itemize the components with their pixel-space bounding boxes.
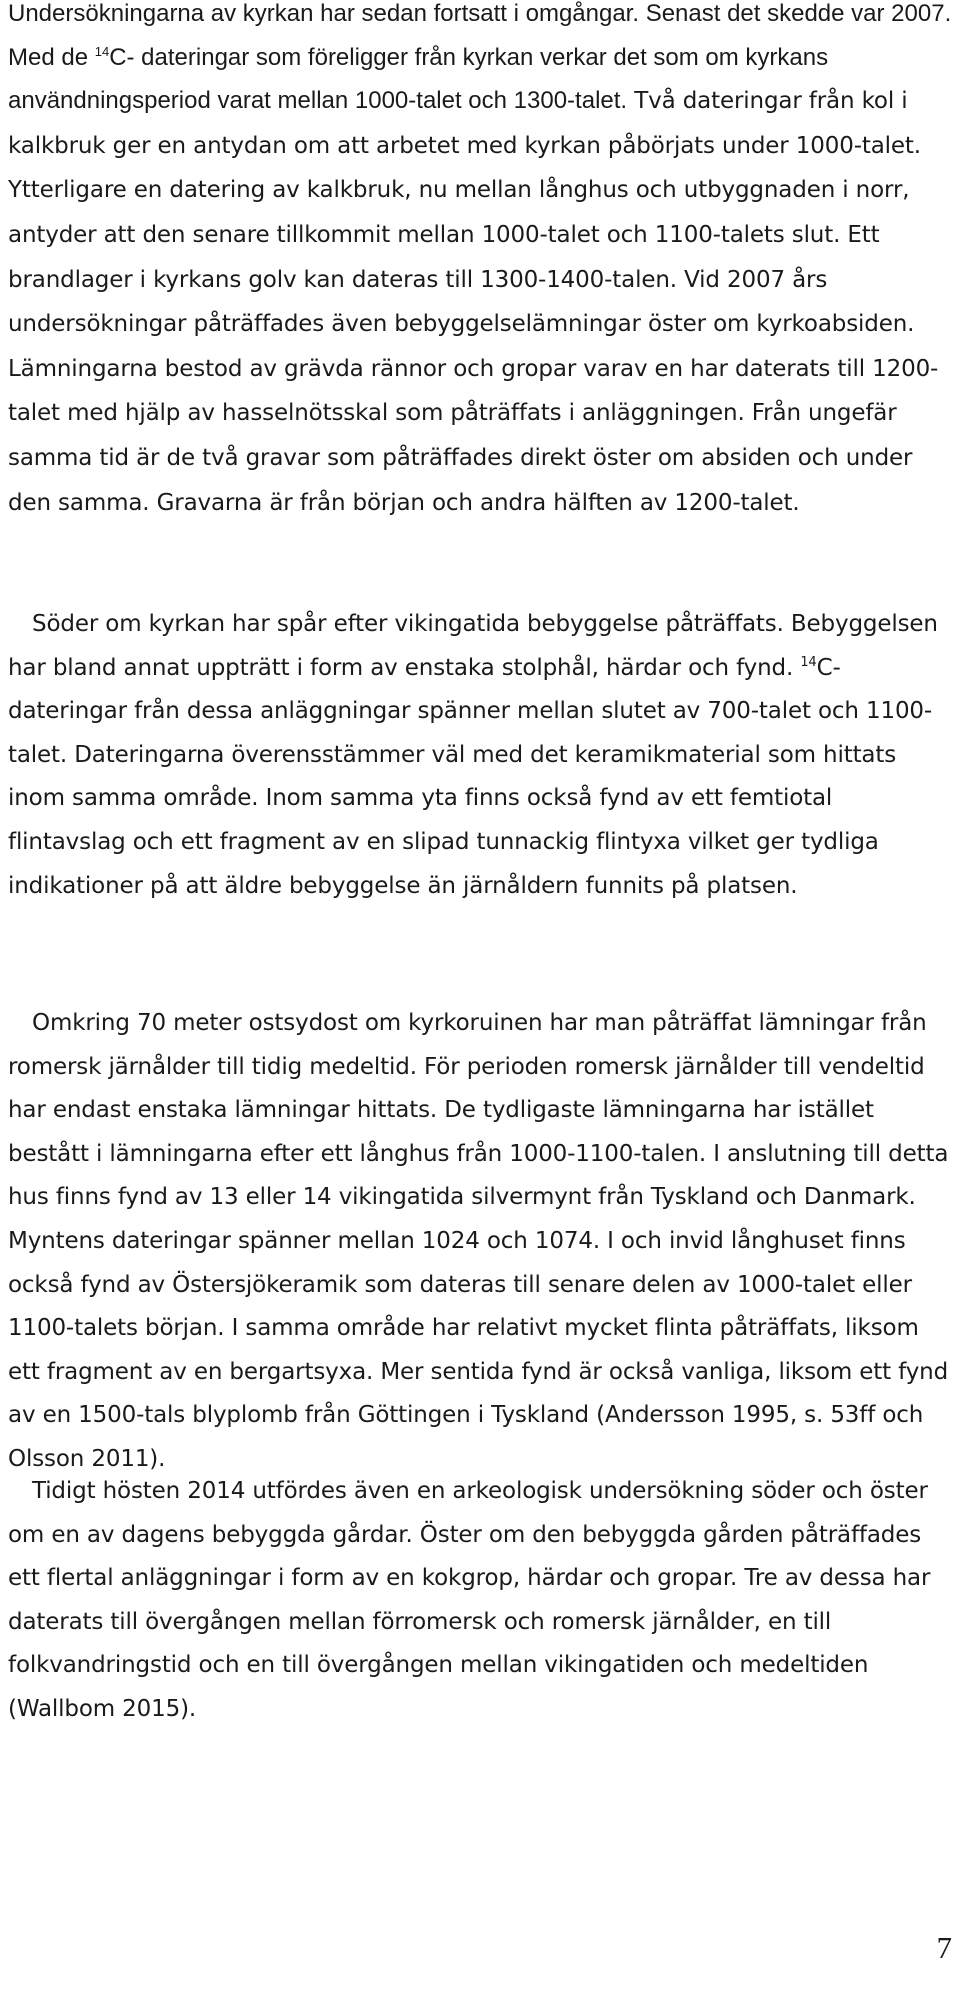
- paragraph-2014-investigation: Tidigt hösten 2014 utfördes även en arkeologisk undersökning söder och öster om en av dagens bebyggda gårdar. Öster om den bebyggda gården påträffades ett flertal anläggningar i form av en kokgrop, härdar och gropar. Tre av dessa har daterats till övergången mellan förromersk och romersk järnålder, en till folkvandringstid och en till övergången mellan vikingatiden och medeltiden (Wallbom 2015).: [8, 1478, 931, 1722]
- paragraph-2-rest: C-dateringar från dessa anläggningar spänner mellan slutet av 700-talet och 1100-talet. Dateringarna överensstämmer väl med det keramikmaterial som hittats inom samma område. Inom samma yta finns också fynd av ett femtiotal flintavslag och ett fragment av en slipad tunnackig flintyxa vilket ger tydliga indikationer på att äldre bebyggelse än järnåldern funnits på platsen.: [8, 654, 933, 899]
- paragraph-longhouse-finds: Omkring 70 meter ostsydost om kyrkoruinen har man påträffat lämningar från romersk järnålder till tidig medeltid. För perioden romersk järnålder till vendeltid har endast enstaka lämningar hittats. De tydligaste lämningarna har istället bestått i lämningarna efter ett långhus från 1000-1100-talen. I anslutning till detta hus finns fynd av 13 eller 14 vikingatida silvermynt från Tyskland och Danmark. Myntens dateringar spänner mellan 1024 och 1074. I och invid långhuset finns också fynd av Östersjökeramik som dateras till senare delen av 1000-talet eller 1100-talets början. I samma område har relativt mycket flinta påträffats, liksom ett fragment av en bergartsyxa. Mer sentida fynd är också vanliga, liksom ett fynd av en 1500-tals blyplomb från Göttingen i Tyskland (Andersson 1995, s. 53ff och Olsson 2011).: [8, 1010, 949, 1472]
- paragraph-viking-settlement: [8, 603, 952, 908]
- isotope-superscript-2: 14: [800, 654, 817, 670]
- page-number: 7: [936, 1930, 952, 1965]
- paragraph-2-lead: Söder om kyrkan har spår efter vikingatida bebyggelse påträffats. Bebyggelsen har bland annat uppträtt i form av enstaka stolphål, härdar och fynd.: [8, 611, 938, 681]
- paragraph-1-lead: Undersökningarna av kyrkan har sedan fortsatt i omgångar. Senast det skedde var 2007. Med de: [8, 0, 952, 71]
- paragraph-1-mid: C- dateringar som föreligger från kyrkan verkar det som om kyrkans användningsperiod varat mellan 1000-talet och 1300-talet.: [8, 43, 829, 115]
- paragraph-1-rest: Två dateringar från kol i kalkbruk ger en antydan om att arbetet med kyrkan påbörjats under 1000-talet. Ytterligare en datering av kalkbruk, nu mellan långhus och utbyggnaden i norr, antyder att den senare tillkommit mellan 1000-talet och 1100-talets slut. Ett brandlager i kyrkans golv kan dateras till 1300-1400-talen. Vid 2007 års undersökningar påträffades även bebyggelselämningar öster om kyrkoabsiden. Lämningarna bestod av grävda rännor och gropar varav en har daterats till 1200-talet med hjälp av hasselnötsskal som påträffats i anläggningen. Från ungefär samma tid är de två gravar som påträffades direkt öster om absiden och under den samma. Gravarna är från början och andra hälften av 1200-talet.: [8, 88, 939, 516]
- isotope-superscript-1: 14: [94, 43, 110, 59]
- paragraph-church-investigations: [8, 0, 952, 525]
